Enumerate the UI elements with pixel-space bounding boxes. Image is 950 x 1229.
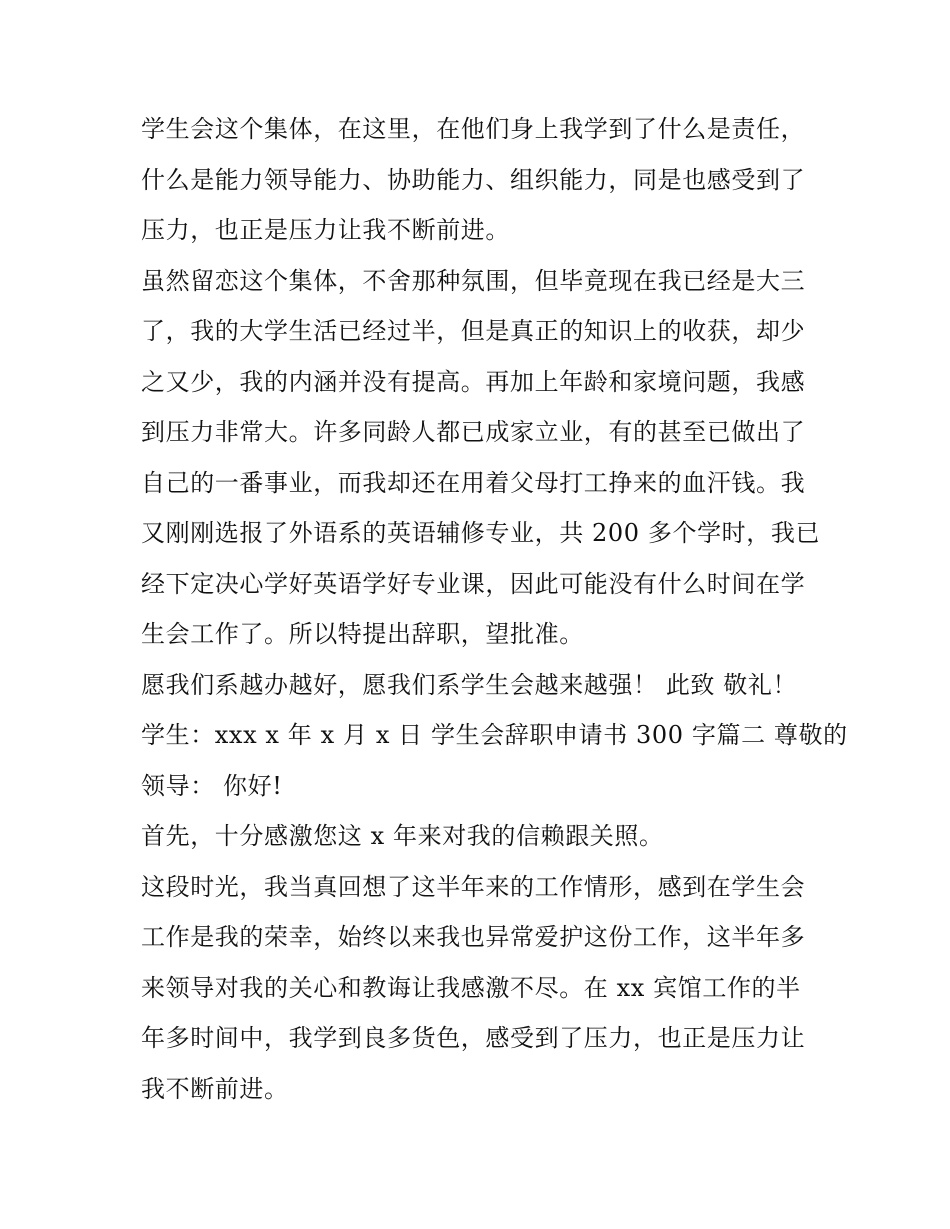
paragraph (141, 862, 821, 1115)
text-line: 领导： 你好! (141, 771, 283, 800)
text-line: 愿我们系越办越好，愿我们系学生会越来越强！ 此致 敬礼！ (141, 670, 798, 699)
text-line: 学生会这个集体，在这里，在他们身上我学到了什么是责任， (141, 115, 806, 143)
text-line: 来领导对我的关心和教诲让我感激不尽。在 xx 宾馆工作的半 (141, 973, 801, 1002)
text-line: 又刚刚选报了外语系的英语辅修专业，共 200 多个学时，我已 (141, 519, 821, 547)
text-line: 什么是能力领导能力、协助能力、组织能力，同是也感受到了 (141, 165, 806, 194)
paragraph (141, 256, 821, 660)
text-line: 到压力非常大。许多同龄人都已成家立业，有的甚至已做出了 (141, 418, 806, 446)
text-line: 工作是我的荣幸，始终以来我也异常爱护这份工作，这半年多 (141, 923, 806, 951)
paragraph (141, 104, 821, 256)
paragraph (141, 660, 848, 812)
text-line: 了，我的大学生活已经过半，但是真正的知识上的收获，却少 (141, 317, 806, 345)
text-line: 压力，也正是压力让我不断前进。 (141, 216, 510, 244)
text-line: 自己的一番事业，而我却还在用着父母打工挣来的血汗钱。我 (141, 468, 806, 497)
paragraph (141, 811, 821, 862)
text-line: 这段时光，我当真回想了这半年来的工作情形，感到在学生会 (141, 872, 806, 901)
text-line: 我不断前进。 (141, 1074, 289, 1103)
text-line: 首先，十分感激您这 x 年来对我的信赖跟关照。 (141, 822, 664, 850)
document-body (141, 104, 848, 1114)
text-line: 生会工作了。所以特提出辞职，望批准。 (141, 620, 584, 648)
text-line: 年多时间中，我学到良多货色，感受到了压力，也正是压力让 (141, 1024, 806, 1052)
text-line: 虽然留恋这个集体，不舍那种氛围，但毕竟现在我已经是大三 (141, 266, 806, 295)
text-line: 经下定决心学好英语学好专业课，因此可能没有什么时间在学 (141, 569, 806, 598)
text-line: 之又少，我的内涵并没有提高。再加上年龄和家境问题，我感 (141, 367, 806, 396)
text-line: 学生：xxx x 年 x 月 x 日 学生会辞职申请书 300 字篇二 尊敬的 (141, 721, 848, 749)
